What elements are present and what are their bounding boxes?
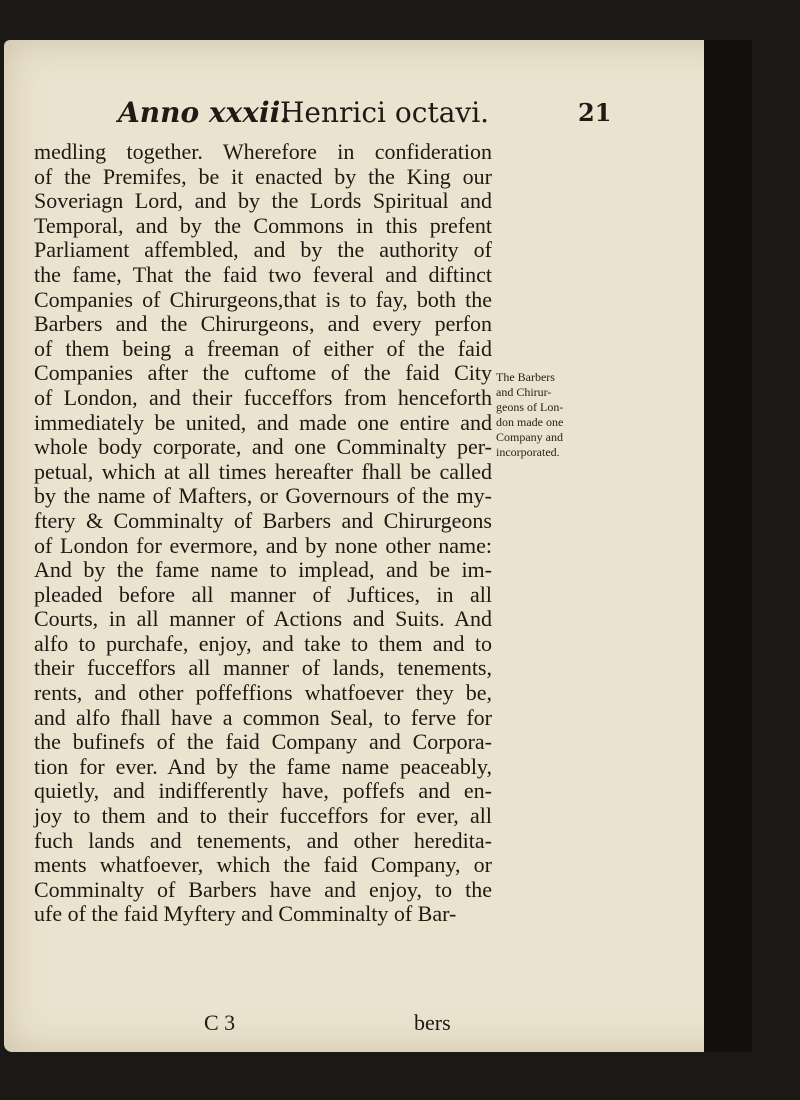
margin-note-line: The Barbers xyxy=(496,370,555,384)
text-line: whole body corporate, and one Comminalty per- xyxy=(34,434,492,460)
page-gutter xyxy=(704,40,752,1052)
text-line: of them being a freeman of either of the faid xyxy=(34,335,492,361)
text-line: and alfo fhall have a common Seal, to ferve for xyxy=(34,704,492,730)
text-line: alfo to purchafe, enjoy, and take to them and to xyxy=(34,630,492,656)
margin-note-line: incorporated. xyxy=(496,445,560,459)
text-line: their fucceffors all manner of lands, tenements, xyxy=(34,655,492,681)
text-line: of the Premifes, be it enacted by the King our xyxy=(34,163,492,189)
text-line: And by the fame name to implead, and be im- xyxy=(34,557,492,583)
text-line: immediately be united, and made one entire and xyxy=(34,409,492,435)
margin-note-line: don made one xyxy=(496,415,564,429)
text-line: Companies of Chirurgeons,that is to fay, both the xyxy=(34,286,492,312)
text-line: pleaded before all manner of Juftices, in all xyxy=(34,581,492,607)
text-line: medling together. Wherefore in confideration xyxy=(34,139,492,164)
header-henrici: Henrici octavi. xyxy=(280,96,490,129)
margin-note xyxy=(496,370,614,460)
header-anno: Anno xxxii. xyxy=(118,96,290,129)
text-line: Temporal, and by the Commons in this prefent xyxy=(34,212,492,238)
text-line: the fame, That the faid two feveral and diftinct xyxy=(34,261,492,287)
text-line: Barbers and the Chirurgeons, and every perfon xyxy=(34,311,492,337)
text-line: Companies after the cuftome of the faid City xyxy=(34,360,492,386)
text-line: the bufinefs of the faid Company and Corpora- xyxy=(34,729,492,755)
margin-note-line: geons of Lon- xyxy=(496,400,564,414)
text-line: ments whatfoever, which the faid Company, or xyxy=(34,852,492,878)
text-line: of London for evermore, and by none other name: xyxy=(34,532,492,558)
text-line: Courts, in all manner of Actions and Suits. And xyxy=(34,606,492,632)
text-line: joy to them and to their fucceffors for ever, all xyxy=(34,803,492,829)
text-line: petual, which at all times hereafter fhall be called xyxy=(34,458,492,484)
text-line: of London, and their fucceffors from henceforth xyxy=(34,384,492,410)
running-header xyxy=(118,96,698,136)
text-line: quietly, and indifferently have, poffefs and en- xyxy=(34,778,492,804)
text-line: Soveriagn Lord, and by the Lords Spiritual and xyxy=(34,188,492,214)
text-line: ufe of the faid Myftery and Comminalty of Bar- xyxy=(34,901,457,927)
text-line: by the name of Mafters, or Governours of the my- xyxy=(34,483,492,509)
text-line: fuch lands and tenements, and other heredita- xyxy=(34,827,492,853)
signature-mark: C 3 xyxy=(204,1010,236,1035)
catchword: bers xyxy=(414,1010,451,1035)
folio-number: 21 xyxy=(578,98,612,127)
text-line: Comminalty of Barbers have and enjoy, to the xyxy=(34,876,492,902)
page-footer xyxy=(204,1010,524,1038)
main-text-block xyxy=(34,140,492,927)
margin-note-line: Company and xyxy=(496,430,563,444)
text-line: Parliament affembled, and by the authority of xyxy=(34,237,492,263)
text-line: ftery & Comminalty of Barbers and Chirurgeons xyxy=(34,507,492,533)
text-line: rents, and other poffeffions whatfoever they be, xyxy=(34,680,492,706)
margin-note-line: and Chirur- xyxy=(496,385,552,399)
text-line: tion for ever. And by the fame name peaceably, xyxy=(34,753,492,779)
